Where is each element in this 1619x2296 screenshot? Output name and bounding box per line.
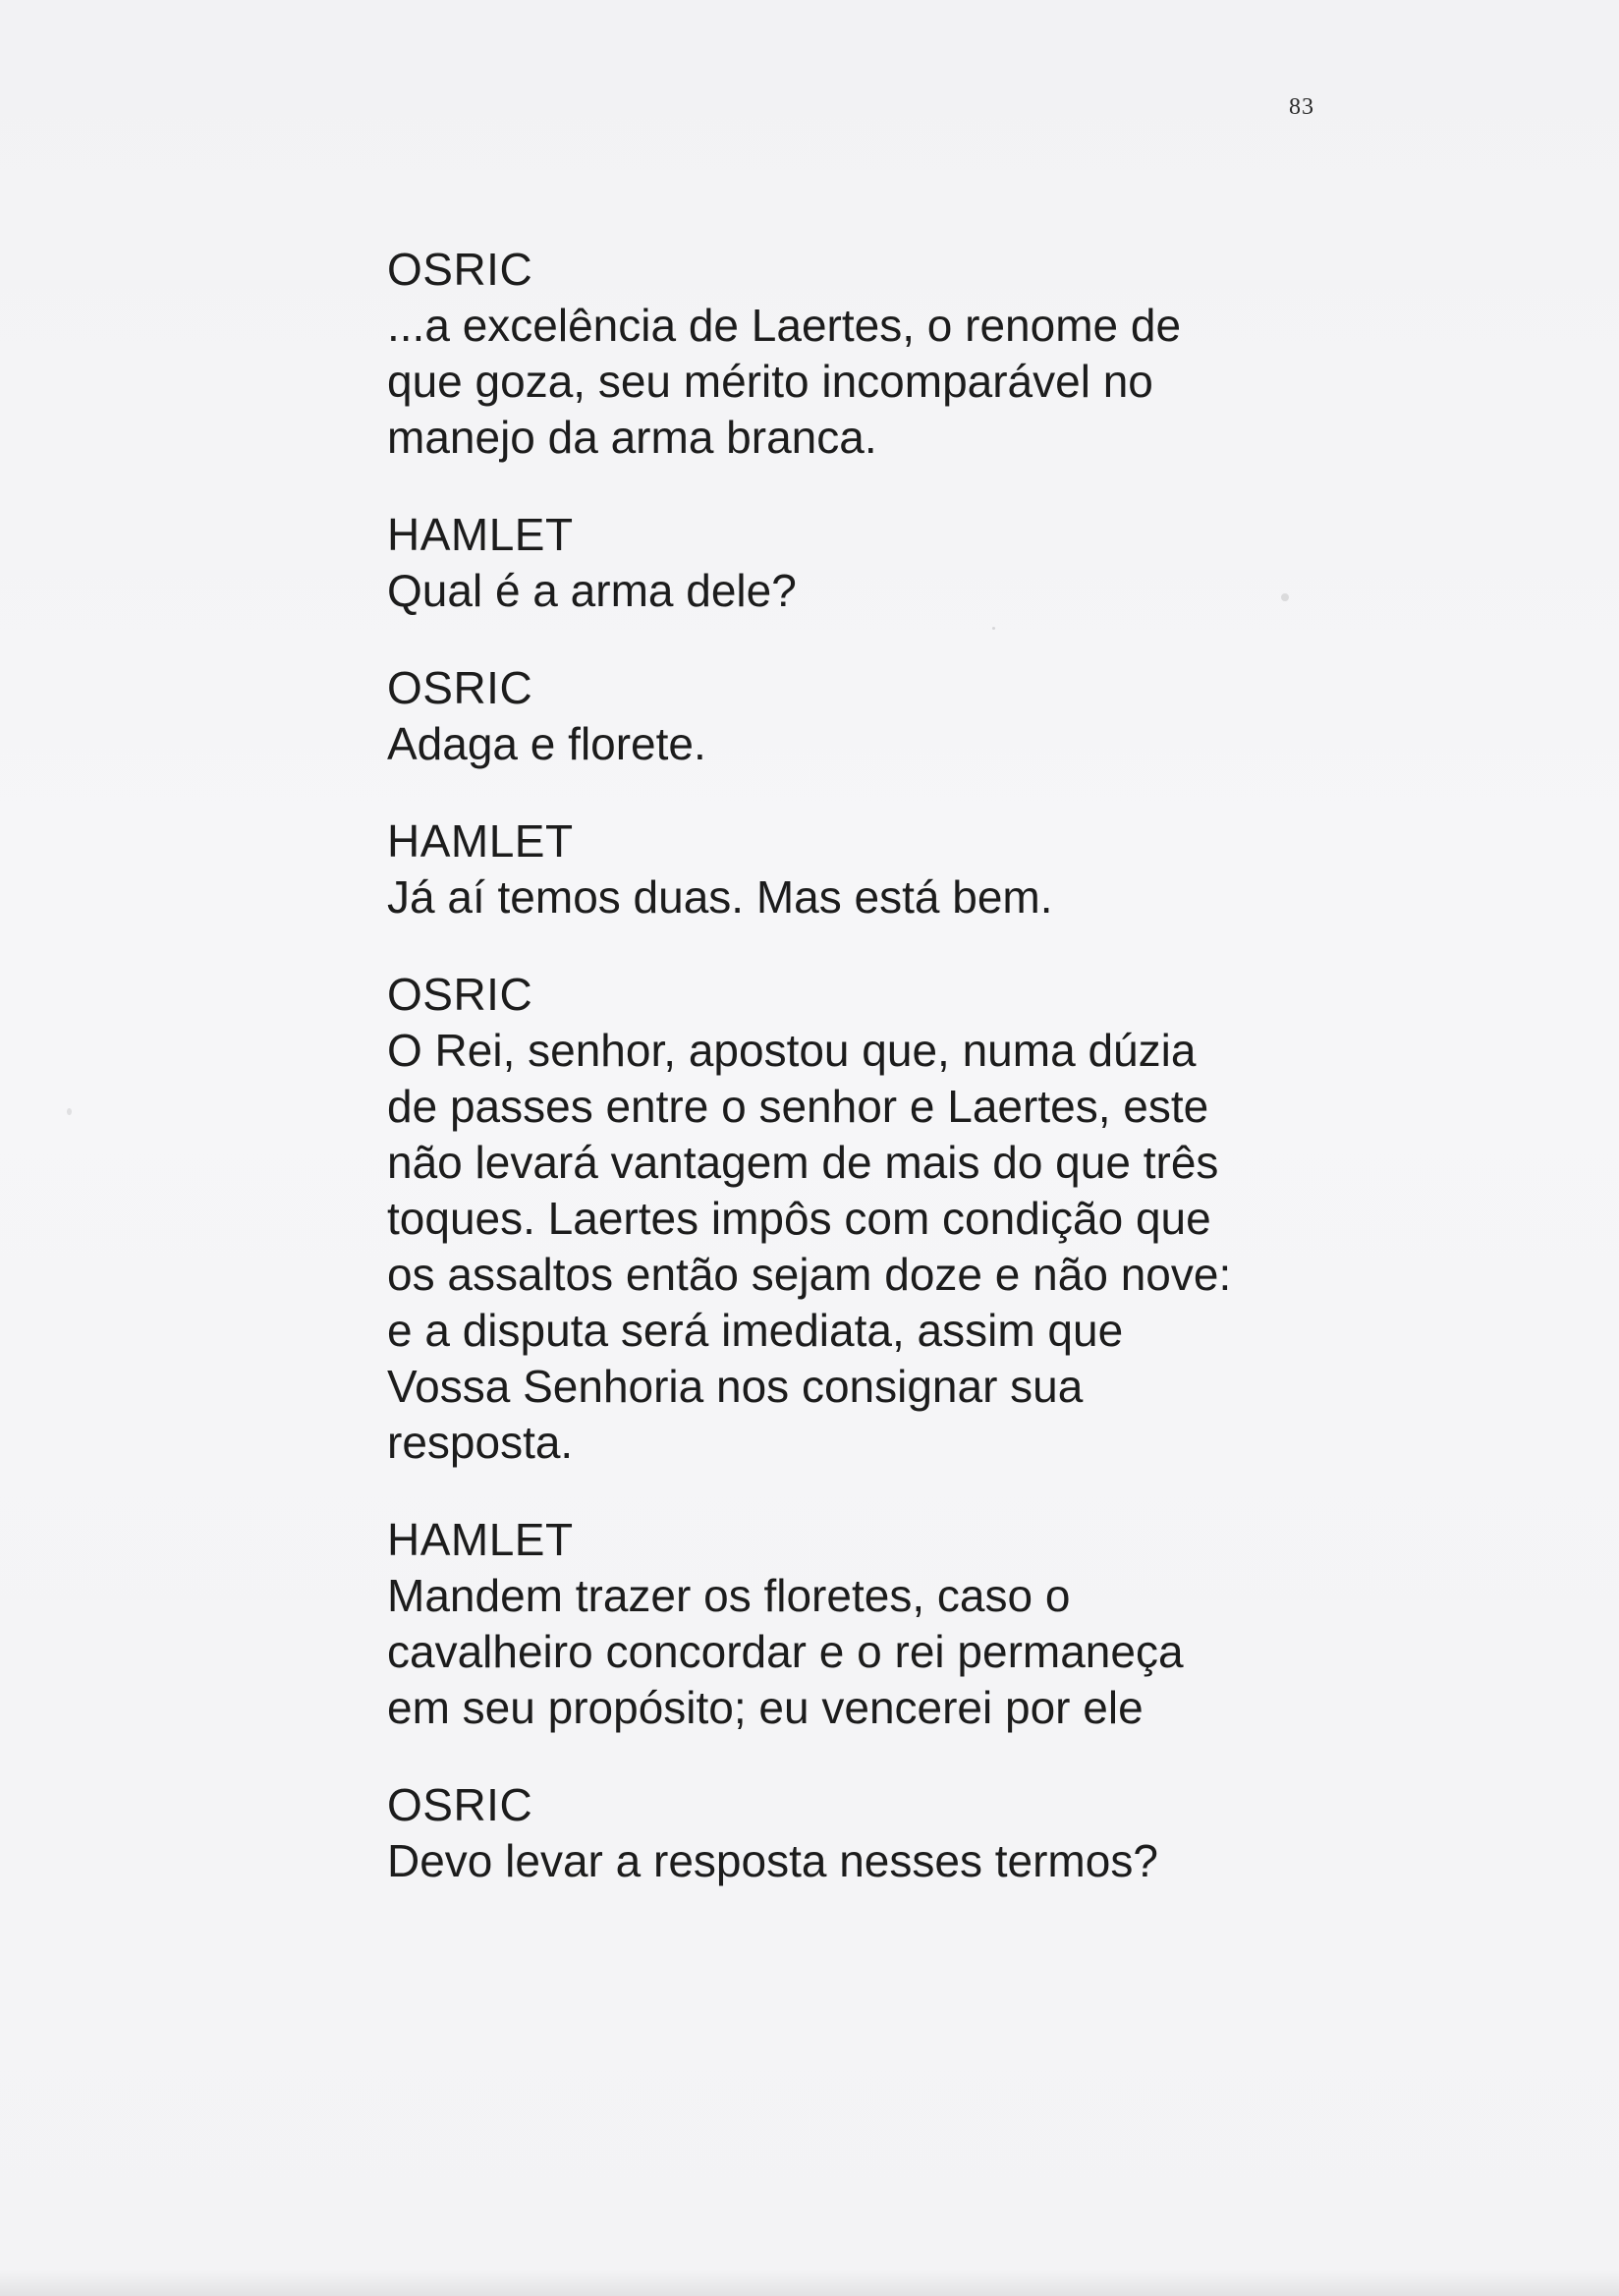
speaker-name: OSRIC [387, 244, 533, 295]
dialogue-line: cavalheiro concordar e o rei permaneça [387, 1626, 1184, 1677]
speaker-name: HAMLET [387, 509, 574, 560]
dialogue-block [387, 1777, 1369, 1889]
dialogue-line: de passes entre o senhor e Laertes, este [387, 1081, 1209, 1132]
dialogue-line: Devo levar a resposta nesses termos? [387, 1835, 1158, 1886]
dialogue-line: em seu propósito; eu vencerei por ele [387, 1682, 1144, 1733]
dialogue-block [387, 967, 1369, 1471]
dialogue-block [387, 1512, 1369, 1736]
dialogue-block [387, 242, 1369, 466]
dialogue-line: O Rei, senhor, apostou que, numa dúzia [387, 1025, 1197, 1076]
page-bottom-shadow [0, 2270, 1619, 2296]
dialogue-line: resposta. [387, 1417, 574, 1468]
dialogue-line: e a disputa será imediata, assim que [387, 1305, 1124, 1356]
script-text [387, 242, 1369, 1931]
speaker-name: OSRIC [387, 1779, 533, 1830]
dialogue-line: Vossa Senhoria nos consignar sua [387, 1361, 1084, 1412]
dialogue-line: que goza, seu mérito incomparável no [387, 356, 1153, 407]
dialogue-block [387, 660, 1369, 772]
dialogue-block [387, 813, 1369, 925]
page-number: 83 [1289, 94, 1314, 120]
speaker-name: OSRIC [387, 969, 533, 1020]
dialogue-line: os assaltos então sejam doze e não nove: [387, 1249, 1232, 1300]
dialogue-line: Qual é a arma dele? [387, 565, 797, 616]
dialogue-line: manejo da arma branca. [387, 412, 877, 463]
speaker-name: HAMLET [387, 1514, 574, 1565]
dialogue-line: Mandem trazer os floretes, caso o [387, 1570, 1071, 1621]
paper-speck [992, 627, 995, 630]
dialogue-line: ...a excelência de Laertes, o renome de [387, 300, 1182, 351]
speaker-name: HAMLET [387, 815, 574, 867]
paper-speck [67, 1108, 72, 1115]
dialogue-line: Já aí temos duas. Mas está bem. [387, 871, 1053, 923]
speaker-name: OSRIC [387, 662, 533, 713]
dialogue-line: Adaga e florete. [387, 718, 706, 769]
dialogue-line: não levará vantagem de mais do que três [387, 1137, 1219, 1188]
dialogue-block [387, 507, 1369, 619]
dialogue-line: toques. Laertes impôs com condição que [387, 1193, 1211, 1244]
paper-speck [1281, 593, 1289, 601]
